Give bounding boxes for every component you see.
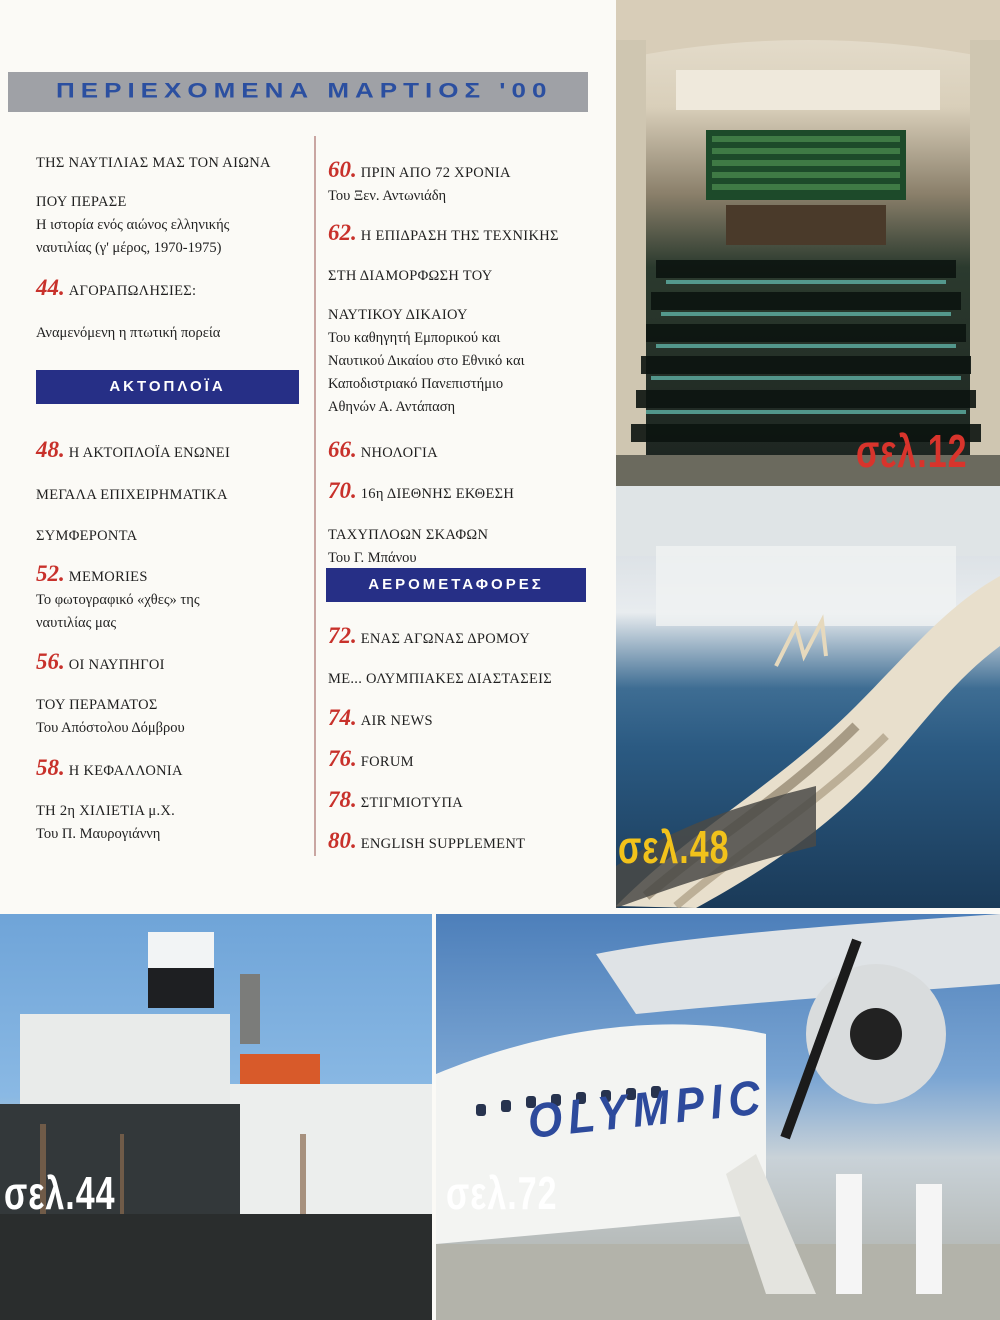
toc-entry xyxy=(328,788,463,815)
entry-title: Η ΑΚΤΟΠΛΟΪΑ ΕΝΩΝΕΙ xyxy=(68,445,231,461)
entry-title: ΜΕ... ΟΛΥΜΠΙΑΚΕΣ ΔΙΑΣΤΑΣΕΙΣ xyxy=(328,671,552,687)
entry-subtitle: Το φωτογραφικό «χθες» της xyxy=(36,592,200,608)
toc-entry-line xyxy=(36,525,137,548)
entry-title: ΤΟΥ ΠΕΡΑΜΑΤΟΣ xyxy=(36,697,158,713)
entry-title: AIR NEWS xyxy=(360,713,433,729)
stock-exchange-photo xyxy=(616,0,1000,486)
page-number: 60. xyxy=(328,157,357,182)
page-number: 70. xyxy=(328,478,357,503)
page-number: 72. xyxy=(328,623,357,648)
toc-entry-subtitle xyxy=(36,322,220,345)
entry-subtitle: Του καθηγητή Εμπορικού και xyxy=(328,330,501,346)
toc-entry xyxy=(328,747,414,774)
section-heading-aerometafores: ΑΕΡΟΜΕΤΑΦΟΡΕΣ xyxy=(326,568,586,602)
page-ref-label: σελ.72 xyxy=(446,1168,558,1220)
entry-title: ΤΗΣ ΝΑΥΤΙΛΙΑΣ ΜΑΣ ΤΟΝ ΑΙΩΝΑ xyxy=(36,155,271,171)
entry-subtitle: ναυτιλίας (γ' μέρος, 1970-1975) xyxy=(36,240,222,256)
entry-title: ΝΑΥΤΙΚΟΥ ΔΙΚΑΙΟΥ xyxy=(328,307,468,323)
entry-title: ΣΤΗ ΔΙΑΜΟΡΦΩΣΗ ΤΟΥ xyxy=(328,268,493,284)
toc-entry xyxy=(36,650,165,677)
ships-photo xyxy=(0,914,432,1320)
stock-exchange-illustration xyxy=(616,0,1000,486)
entry-subtitle: Του Γ. Μπάνου xyxy=(328,550,417,566)
page-ref-label: σελ.48 xyxy=(618,822,730,874)
page-ref-label: σελ.12 xyxy=(856,426,968,478)
toc-entry-line xyxy=(328,668,552,691)
entry-title: Η ΕΠΙΔΡΑΣΗ ΤΗΣ ΤΕΧΝΙΚΗΣ xyxy=(360,228,559,244)
entry-title: ΟΙ ΝΑΥΠΗΓΟΙ xyxy=(68,657,165,673)
page-number: 76. xyxy=(328,746,357,771)
page-number: 80. xyxy=(328,828,357,853)
page-number: 74. xyxy=(328,705,357,730)
entry-subtitle: Του Απόστολου Δόμβρου xyxy=(36,720,185,736)
entry-title: ΑΓΟΡΑΠΩΛΗΣΙΕΣ: xyxy=(68,283,197,299)
toc-entry xyxy=(36,191,229,260)
page-number: 44. xyxy=(36,275,65,300)
page-number: 56. xyxy=(36,649,65,674)
entry-title: 16η ΔΙΕΘΝΗΣ ΕΚΘΕΣΗ xyxy=(360,486,515,502)
page-number: 48. xyxy=(36,437,65,462)
entry-title: MEMORIES xyxy=(68,569,148,585)
toc-entry xyxy=(328,479,514,506)
plane-photo xyxy=(436,914,1000,1320)
page-number: 62. xyxy=(328,220,357,245)
entry-title: ΠΟΥ ΠΕΡΑΣΕ xyxy=(36,194,127,210)
entry-subtitle: Του Ξεν. Αντωνιάδη xyxy=(328,188,447,204)
toc-entry xyxy=(328,158,511,208)
toc-entry-line xyxy=(36,694,185,740)
entry-title: FORUM xyxy=(360,754,414,770)
entry-title: ΕΝΑΣ ΑΓΩΝΑΣ ΔΡΟΜΟΥ xyxy=(360,631,531,647)
ships-illustration xyxy=(0,914,432,1320)
toc-entry xyxy=(36,756,183,783)
entry-subtitle: Αθηνών Α. Αντάπαση xyxy=(328,399,456,415)
toc-entry xyxy=(36,276,196,303)
toc-entry-line xyxy=(328,265,493,288)
page-number: 78. xyxy=(328,787,357,812)
entry-subtitle: Η ιστορία ενός αιώνος ελληνικής xyxy=(36,217,230,233)
entry-title: ΤΑΧΥΠΛΟΩΝ ΣΚΑΦΩΝ xyxy=(328,527,489,543)
toc-entry-line xyxy=(36,484,228,507)
entry-title: ΣΤΙΓΜΙΟΤΥΠΑ xyxy=(360,795,464,811)
olympic-livery: OLYMPIC xyxy=(525,1070,769,1149)
entry-title: ΤΗ 2η ΧΙΛΙΕΤΙΑ μ.Χ. xyxy=(36,803,176,819)
entry-subtitle: Καποδιστριακό Πανεπιστήμιο xyxy=(328,376,504,392)
entry-subtitle: Ναυτικού Δικαίου στο Εθνικό και xyxy=(328,353,525,369)
page-title: ΠΕΡΙΕΧΟΜΕΝΑ ΜΑΡΤΙΟΣ '00 xyxy=(56,78,553,103)
toc-entry xyxy=(36,152,271,175)
entry-title: ΜΕΓΑΛΑ ΕΠΙΧΕΙΡΗΜΑΤΙΚΑ xyxy=(36,487,228,503)
entry-title: ΣΥΜΦΕΡΟΝΤΑ xyxy=(36,528,138,544)
entry-title: ENGLISH SUPPLEMENT xyxy=(360,836,526,852)
entry-title: ΠΡΙΝ ΑΠΟ 72 ΧΡΟΝΙΑ xyxy=(360,165,511,181)
entry-title: ΝΗΟΛΟΓΙΑ xyxy=(360,445,438,461)
toc-entry xyxy=(36,438,230,465)
entry-subtitle: Του Π. Μαυρογιάννη xyxy=(36,826,161,842)
toc-entry xyxy=(328,438,438,465)
toc-entry xyxy=(36,562,200,635)
rope-photo xyxy=(616,486,1000,908)
header-bar xyxy=(8,72,588,112)
toc-entry xyxy=(328,829,525,856)
page-number: 66. xyxy=(328,437,357,462)
toc-entry xyxy=(328,624,530,651)
toc-entry-line xyxy=(328,524,488,570)
page-ref-label: σελ.44 xyxy=(4,1168,116,1220)
column-divider xyxy=(314,136,316,856)
page-number: 52. xyxy=(36,561,65,586)
toc-entry xyxy=(328,706,433,733)
entry-title: Η ΚΕΦΑΛΛΟΝΙΑ xyxy=(68,763,183,779)
toc-entry xyxy=(328,221,559,248)
toc-entry-line xyxy=(328,304,525,419)
page-number: 58. xyxy=(36,755,65,780)
section-heading-aktoploia: ΑΚΤΟΠΛΟΪΑ xyxy=(36,370,299,404)
toc-entry-line xyxy=(36,800,175,846)
entry-subtitle: ναυτιλίας μας xyxy=(36,615,117,631)
entry-subtitle: Αναμενόμενη η πτωτική πορεία xyxy=(36,325,221,341)
